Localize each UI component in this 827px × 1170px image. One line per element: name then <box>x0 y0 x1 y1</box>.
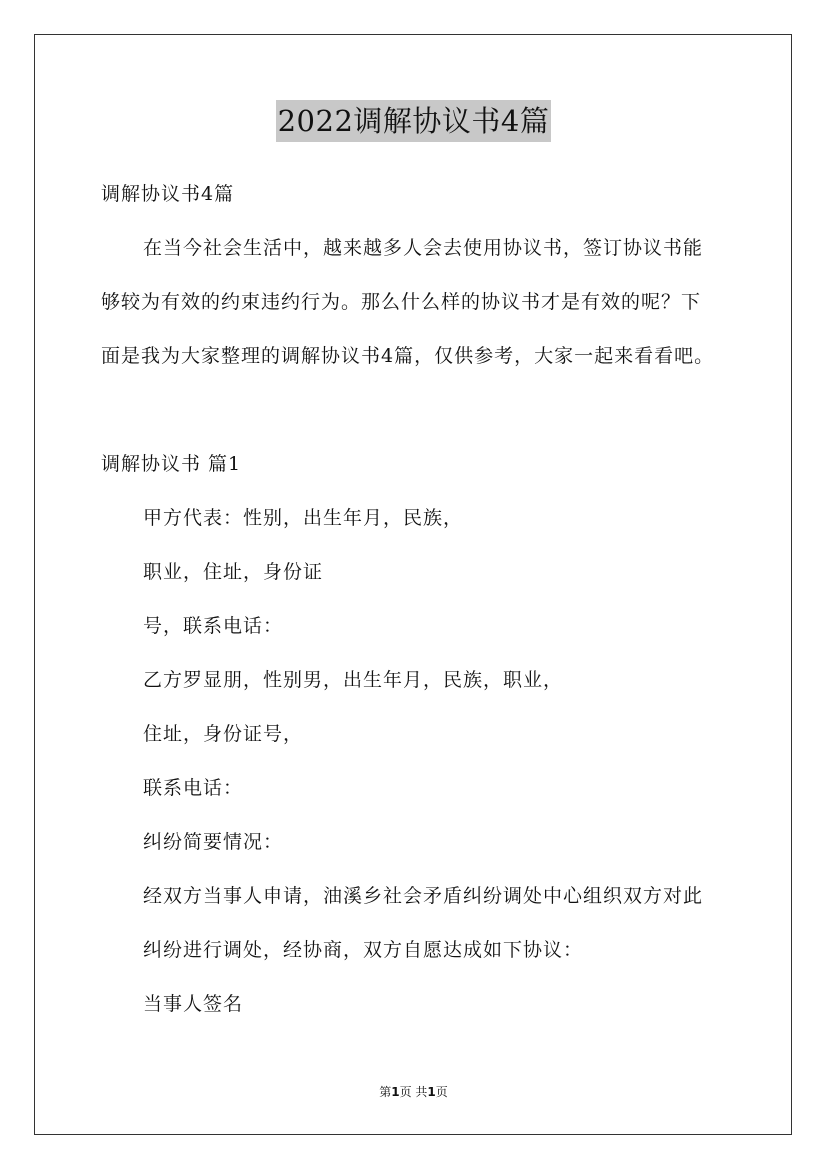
footer-prefix: 第 <box>379 1085 392 1099</box>
section-line-7: 纠纷简要情况： <box>143 831 284 853</box>
section-line-2: 职业，住址，身份证 <box>143 561 324 583</box>
section-line-1: 甲方代表：性别，出生年月，民族， <box>143 507 464 529</box>
section-line-5: 住址，身份证号， <box>143 723 304 745</box>
footer-mid: 页 共 <box>399 1085 428 1099</box>
footer-current-page: 1 <box>391 1085 400 1099</box>
page-footer <box>0 1084 827 1100</box>
section-line-3: 号，联系电话： <box>143 615 284 637</box>
section-line-6: 联系电话： <box>143 777 244 799</box>
footer-suffix: 页 <box>435 1085 448 1099</box>
section-line-9: 纠纷进行调处，经协商，双方自愿达成如下协议： <box>143 939 584 961</box>
section-line-4: 乙方罗显朋，性别男，出生年月，民族，职业， <box>143 669 564 691</box>
footer-total-pages: 1 <box>427 1085 436 1099</box>
intro-line-2: 够较为有效的约束违约行为。那么什么样的协议书才是有效的呢？下 <box>101 291 702 313</box>
intro-line-1: 在当今社会生活中，越来越多人会去使用协议书，签订协议书能 <box>143 237 704 259</box>
document-title: 2022调解协议书4篇 <box>276 100 552 142</box>
document-subtitle: 调解协议书4篇 <box>101 183 235 205</box>
section-line-10: 当事人签名 <box>143 993 244 1015</box>
section-heading: 调解协议书 篇1 <box>101 453 242 475</box>
title-container <box>0 100 827 142</box>
section-line-8: 经双方当事人申请，油溪乡社会矛盾纠纷调处中心组织双方对此 <box>143 885 704 907</box>
intro-line-3: 面是我为大家整理的调解协议书4篇，仅供参考，大家一起来看看吧。 <box>101 345 715 367</box>
